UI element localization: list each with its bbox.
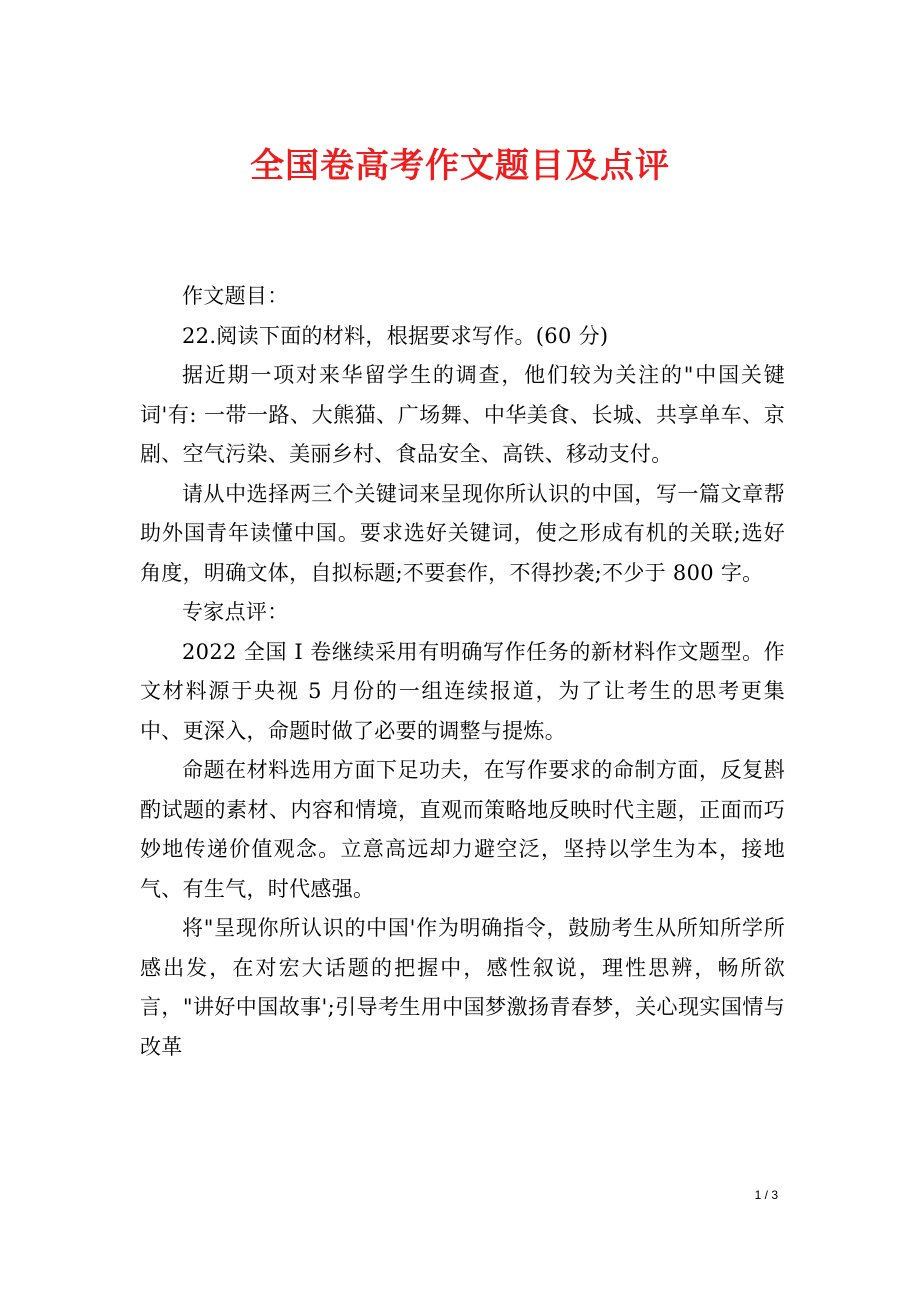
paragraph-writing-requirements: 请从中选择两三个关键词来呈现你所认识的中国，写一篇文章帮助外国青年读懂中国。要求选好关键词，使之形成有机的关联;选好角度，明确文体，自拟标题;不要套作，不得抄袭;不少于 800 字。 [140,481,785,585]
paragraph-survey-material: 据近期一项对来华留学生的调查，他们较为关注的"中国关键词'有: 一带一路、大熊猫、广场舞、中华美食、长城、共享单车、京剧、空气污染、美丽乡村、食品安全、高铁、移动支付。 [140,363,785,466]
paragraph-comment-2: 命题在材料选用方面下足功夫，在写作要求的命制方面，反复斟酌试题的素材、内容和情境，直观而策略地反映时代主题，正面而巧妙地传递价值观念。立意高远却力避空泛，坚持以学生为本，接地气、有生气，时代感强。 [140,758,785,901]
paragraph-essay-prompt-heading: 作文题目： [182,284,289,308]
paragraph-question-22: 22.阅读下面的材料，根据要求写作。(60 分) [182,323,609,348]
document-title: 全国卷高考作文题目及点评 [250,146,670,186]
paragraph-comment-3: 将"呈现你所认识的中国'作为明确指令，鼓励考生从所知所学所感出发，在对宏大话题的把握中，感性叙说，理性思辨，畅所欲言，"讲好中国故事';引导考生用中国梦激扬青春梦，关心现实国情与改革 [140,916,785,1059]
document-body [140,277,785,1067]
paragraph-expert-comment-heading: 专家点评： [182,600,289,624]
paragraph-comment-1: 2022 全国 I 卷继续采用有明确写作任务的新材料作文题型。作文材料源于央视 5 月份的一组连续报道，为了让考生的思考更集中、更深入，命题时做了必要的调整与提炼。 [140,639,785,743]
page-number: 1 / 3 [754,1188,778,1202]
